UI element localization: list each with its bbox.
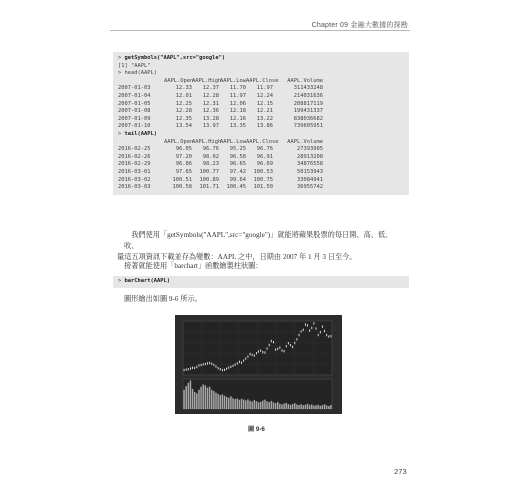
paragraph-line: 量這五項資訊下載並存為變數：AAPL 之中，日期由 2007 年 1 月 3 日至今。 bbox=[117, 253, 357, 261]
table-cell: 101.50 bbox=[253, 184, 273, 191]
header-rule bbox=[110, 30, 410, 31]
table-cell: 96.69 bbox=[256, 161, 273, 168]
code-line-barchart: > barChart(AAPL) bbox=[118, 278, 170, 284]
table-cell: 739605951 bbox=[293, 123, 323, 130]
code-command: getSymbols("AAPL",src="google") bbox=[124, 55, 226, 61]
volume-bar bbox=[188, 383, 189, 409]
table-row bbox=[118, 184, 404, 192]
table-cell: 100.53 bbox=[253, 168, 273, 175]
volume-bar bbox=[213, 391, 214, 409]
volume-bar bbox=[234, 399, 235, 409]
volume-bar bbox=[224, 396, 225, 409]
code-line-head: > head(AAPL) bbox=[118, 70, 157, 77]
chart-svg bbox=[175, 315, 342, 414]
page-number: 273 bbox=[394, 467, 407, 476]
paragraph-getsymbols bbox=[117, 230, 406, 263]
volume-bar bbox=[320, 406, 321, 409]
volume-bar bbox=[183, 390, 184, 409]
table-cell: 13.22 bbox=[256, 115, 273, 122]
figure-caption: 圖 9-6 bbox=[248, 426, 265, 433]
volume-bar bbox=[313, 406, 314, 409]
table-cell: 97.65 bbox=[175, 168, 192, 175]
table-header-cell: AAPL.Volume bbox=[287, 77, 323, 84]
volume-bar bbox=[307, 404, 308, 409]
table-header-cell: AAPL.High bbox=[192, 138, 222, 145]
table-header-cell: AAPL.Low bbox=[220, 77, 246, 84]
table-header-cell: AAPL.Close bbox=[246, 77, 279, 84]
volume-bar bbox=[305, 405, 306, 409]
table-cell: 100.58 bbox=[172, 184, 192, 191]
volume-bar bbox=[266, 401, 267, 409]
table-header-cell: AAPL.Open bbox=[164, 138, 194, 145]
volume-bar bbox=[211, 390, 212, 409]
code-output: [1] "AAPL" bbox=[118, 62, 151, 69]
volume-bar bbox=[247, 399, 248, 409]
table-cell-date: 2016-02-25 bbox=[118, 146, 151, 153]
table-cell: 100.77 bbox=[199, 168, 219, 175]
volume-bar bbox=[262, 401, 263, 409]
volume-bar bbox=[326, 405, 327, 409]
table-cell: 208817119 bbox=[293, 100, 323, 107]
volume-bar bbox=[196, 393, 197, 409]
volume-bar bbox=[288, 404, 289, 409]
volume-bar bbox=[217, 394, 218, 409]
table-cell: 838036682 bbox=[293, 115, 323, 122]
table-cell: 12.24 bbox=[256, 92, 273, 99]
table-cell: 311433248 bbox=[293, 85, 323, 92]
table-cell: 96.91 bbox=[256, 153, 273, 160]
table-cell: 98.23 bbox=[202, 161, 219, 168]
table-cell: 12.31 bbox=[202, 100, 219, 107]
volume-bar bbox=[260, 402, 261, 409]
table-row bbox=[118, 177, 404, 185]
volume-bar bbox=[285, 403, 286, 409]
tail-table-body bbox=[118, 146, 404, 192]
volume-bar bbox=[220, 395, 221, 409]
volume-bar bbox=[283, 404, 284, 409]
volume-bar bbox=[192, 389, 193, 409]
table-header-cell bbox=[118, 139, 164, 147]
table-header-cell: AAPL.Low bbox=[220, 138, 246, 145]
table-cell-date: 2007-01-05 bbox=[118, 100, 151, 107]
table-cell: 11.70 bbox=[229, 85, 246, 92]
code-line-tail: > tail(AAPL) bbox=[118, 130, 157, 137]
volume-bar bbox=[245, 400, 246, 409]
table-cell-date: 2007-01-04 bbox=[118, 92, 151, 99]
table-cell-date: 2016-03-02 bbox=[118, 176, 151, 183]
table-cell-date: 2007-01-09 bbox=[118, 115, 151, 122]
volume-bar bbox=[209, 387, 210, 409]
table-cell: 12.18 bbox=[229, 108, 246, 115]
table-cell: 12.28 bbox=[202, 92, 219, 99]
table-cell: 50153943 bbox=[297, 168, 323, 175]
table-row bbox=[118, 169, 404, 177]
chapter-header: Chapter 09 金融大數據的探勘 bbox=[311, 22, 408, 29]
table-cell: 13.35 bbox=[229, 123, 246, 130]
table-cell: 95.25 bbox=[229, 146, 246, 153]
table-row bbox=[118, 93, 404, 101]
table-cell-date: 2016-02-26 bbox=[118, 153, 151, 160]
table-cell: 96.86 bbox=[175, 161, 192, 168]
table-cell: 97.42 bbox=[229, 168, 246, 175]
table-row bbox=[118, 101, 404, 109]
volume-bar bbox=[271, 401, 272, 409]
volume-bar bbox=[311, 404, 312, 409]
volume-bar bbox=[200, 387, 201, 409]
table-cell: 101.71 bbox=[199, 184, 219, 191]
table-row bbox=[118, 108, 404, 116]
volume-bar bbox=[207, 388, 208, 409]
table-row bbox=[118, 154, 404, 162]
volume-bar bbox=[251, 402, 252, 409]
volume-bar bbox=[277, 402, 278, 409]
volume-bar bbox=[249, 401, 250, 409]
table-cell: 12.33 bbox=[175, 85, 192, 92]
table-cell-date: 2016-02-29 bbox=[118, 161, 151, 168]
table-cell-date: 2007-01-08 bbox=[118, 108, 151, 115]
table-cell: 214031636 bbox=[293, 92, 323, 99]
volume-bar bbox=[194, 392, 195, 409]
table-cell: 27393905 bbox=[297, 146, 323, 153]
table-cell: 96.05 bbox=[175, 146, 192, 153]
table-cell: 97.20 bbox=[175, 153, 192, 160]
table-cell: 98.02 bbox=[202, 153, 219, 160]
volume-bar bbox=[232, 398, 233, 409]
table-cell: 99.64 bbox=[229, 176, 246, 183]
table-cell: 11.97 bbox=[229, 92, 246, 99]
volume-bar bbox=[202, 384, 203, 409]
table-cell: 13.54 bbox=[175, 123, 192, 130]
bar-chart-figure bbox=[175, 315, 342, 414]
table-cell-date: 2007-01-10 bbox=[118, 123, 151, 130]
volume-bar bbox=[185, 386, 186, 409]
volume-bar bbox=[322, 405, 323, 409]
volume-bar bbox=[228, 398, 229, 409]
table-cell: 96.76 bbox=[202, 146, 219, 153]
table-cell: 12.21 bbox=[256, 108, 273, 115]
table-cell: 96.58 bbox=[229, 153, 246, 160]
volume-bar bbox=[230, 396, 231, 409]
table-cell: 12.01 bbox=[175, 92, 192, 99]
paragraph-figure-intro: 圖形繪出如圖 9-6 所示。 bbox=[124, 295, 202, 303]
volume-bar bbox=[324, 404, 325, 409]
paragraph-barchart-intro: 接著就能使用「barchart」函數繪製柱狀圖： bbox=[124, 262, 263, 270]
table-header-cell: AAPL.Open bbox=[164, 77, 194, 84]
table-cell: 13.86 bbox=[256, 123, 273, 130]
table-cell: 28913208 bbox=[297, 153, 323, 160]
volume-bar bbox=[254, 400, 255, 409]
volume-bar bbox=[281, 404, 282, 409]
volume-bar bbox=[300, 404, 301, 409]
volume-bar bbox=[215, 393, 216, 409]
table-cell: 96.76 bbox=[256, 146, 273, 153]
table-cell: 33084941 bbox=[297, 176, 323, 183]
table-cell: 12.36 bbox=[202, 108, 219, 115]
volume-bar bbox=[258, 402, 259, 409]
table-row bbox=[118, 85, 404, 93]
volume-bar bbox=[296, 405, 297, 409]
volume-bar bbox=[315, 405, 316, 409]
table-cell: 12.15 bbox=[256, 100, 273, 107]
volume-bar bbox=[317, 405, 318, 409]
table-cell: 13.28 bbox=[202, 115, 219, 122]
table-cell-date: 2016-03-01 bbox=[118, 168, 151, 175]
table-row bbox=[118, 146, 404, 154]
volume-bar bbox=[205, 385, 206, 409]
volume-bar bbox=[198, 390, 199, 409]
code-command: barChart(AAPL) bbox=[124, 278, 170, 284]
table-row bbox=[118, 116, 404, 124]
table-header-cell bbox=[118, 78, 164, 86]
table-cell: 34876558 bbox=[297, 161, 323, 168]
table-cell: 12.35 bbox=[175, 115, 192, 122]
table-cell: 96.65 bbox=[229, 161, 246, 168]
volume-bar bbox=[290, 405, 291, 409]
volume-bar bbox=[190, 380, 191, 409]
paragraph-line: 我們使用「getSymbols("AAPL",src="google")」就能將蘋果股票的每日開、高、低、收、 bbox=[124, 231, 393, 250]
table-cell: 12.28 bbox=[175, 108, 192, 115]
volume-bar bbox=[328, 406, 329, 409]
table-header-cell: AAPL.Volume bbox=[287, 138, 323, 145]
table-cell-date: 2007-01-03 bbox=[118, 85, 151, 92]
volume-bar bbox=[298, 405, 299, 409]
table-cell: 100.89 bbox=[199, 176, 219, 183]
volume-bar bbox=[292, 404, 293, 409]
volume-bar bbox=[256, 401, 257, 409]
volume-bar bbox=[237, 399, 238, 409]
table-cell: 11.97 bbox=[256, 85, 273, 92]
table-header-row bbox=[118, 139, 404, 147]
table-row bbox=[118, 123, 404, 131]
table-cell: 100.51 bbox=[172, 176, 192, 183]
volume-bar bbox=[222, 394, 223, 409]
table-header-cell: AAPL.High bbox=[192, 77, 222, 84]
table-cell: 12.37 bbox=[202, 85, 219, 92]
code-line-getsymbols: > getSymbols("AAPL",src="google") bbox=[118, 55, 226, 61]
volume-bar bbox=[239, 400, 240, 409]
table-cell: 36955742 bbox=[297, 184, 323, 191]
code-command: head(AAPL) bbox=[124, 70, 157, 77]
head-table-body bbox=[118, 85, 404, 131]
volume-bar bbox=[330, 405, 331, 409]
table-cell: 100.45 bbox=[226, 184, 246, 191]
volume-bar bbox=[275, 403, 276, 409]
table-row bbox=[118, 161, 404, 169]
volume-bar bbox=[309, 405, 310, 409]
table-cell: 12.25 bbox=[175, 100, 192, 107]
code-command: tail(AAPL) bbox=[124, 130, 157, 137]
volume-bar bbox=[226, 397, 227, 409]
volume-bar bbox=[268, 402, 269, 409]
volume-bar bbox=[264, 400, 265, 409]
table-cell: 13.97 bbox=[202, 123, 219, 130]
table-cell: 100.75 bbox=[253, 176, 273, 183]
volume-bar bbox=[294, 403, 295, 409]
volume-bar bbox=[243, 400, 244, 409]
table-header-row bbox=[118, 78, 404, 86]
code-block-getsymbols bbox=[113, 52, 409, 195]
volume-bar bbox=[241, 399, 242, 409]
table-cell: 12.16 bbox=[229, 115, 246, 122]
table-cell: 199431337 bbox=[293, 108, 323, 115]
table-cell-date: 2016-03-03 bbox=[118, 184, 151, 191]
table-header-cell: AAPL.Close bbox=[246, 138, 279, 145]
volume-bar bbox=[279, 404, 280, 409]
table-cell: 12.06 bbox=[229, 100, 246, 107]
code-block-barchart bbox=[113, 276, 409, 288]
volume-bar bbox=[273, 402, 274, 409]
volume-bar bbox=[303, 405, 304, 409]
